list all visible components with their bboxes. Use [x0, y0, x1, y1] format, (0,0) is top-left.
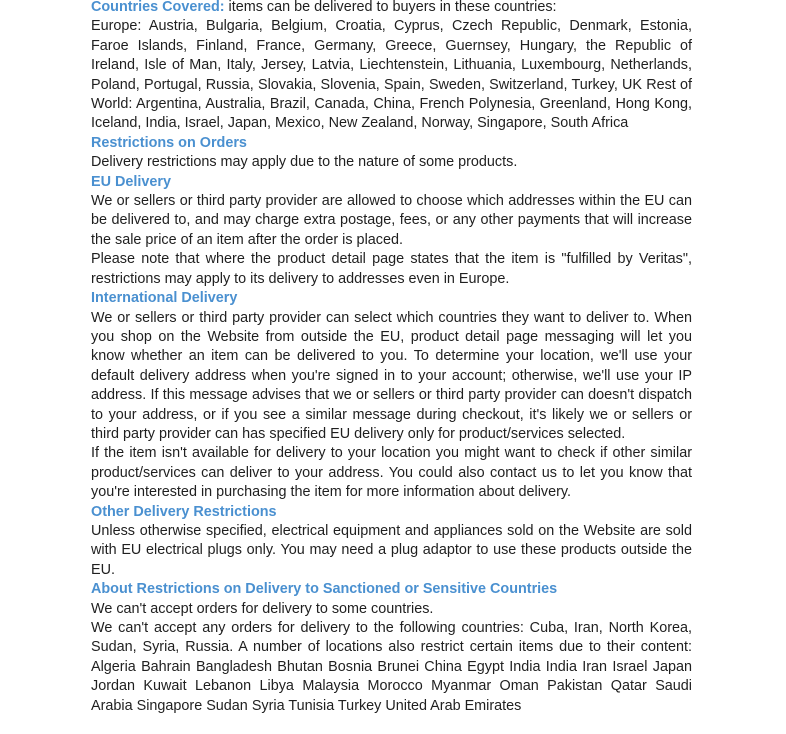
countries-covered-label: Countries Covered: — [91, 0, 225, 15]
sanctioned-countries-heading: About Restrictions on Delivery to Sanctioned or Sensitive Countries — [91, 581, 558, 598]
international-delivery-heading: International Delivery — [91, 290, 238, 307]
policy-document — [91, 0, 692, 716]
countries-covered-intro — [91, 0, 692, 17]
restrictions-on-orders-text: Delivery restrictions may apply due to the nature of some products. — [91, 154, 518, 171]
sanctioned-countries-paragraph: We can't accept orders for delivery to some countries. — [91, 600, 434, 617]
other-delivery-restrictions-heading: Other Delivery Restrictions — [91, 503, 277, 520]
international-delivery-paragraph: If the item isn't available for delivery to your location you might want to check if other similar product/services can deliver to your address. You could also contact us to let you know that you're interested in purchasing the item for more information about delivery. — [91, 445, 692, 501]
international-delivery-paragraph: We or sellers or third party provider can select which countries they want to deliver to. When you shop on the Website from outside the EU, product detail page messaging will let you know whether an item can be delivered to you. To determine your location, we'll use your default delivery address when you're signed in to your account; otherwise, we'll use your IP address. If this message advises that we or sellers or third party provider can doesn't dispatch to your address, or if you see a similar message during checkout, it's likely we or sellers or third party provider can has specified EU delivery only for product/services selected. — [91, 309, 692, 442]
restrictions-on-orders-heading: Restrictions on Orders — [91, 134, 247, 151]
sanctioned-countries-paragraph: We can't accept any orders for delivery to the following countries: Cuba, Iran, North Korea, Sudan, Syria, Russia. A number of locations also restrict certain items due to their content: Algeria Bahrain Bangladesh Bhutan Bosnia Brunei China Egypt India India Iran Israel Japan Jordan Kuwait Lebanon Libya Malaysia Morocco Myanmar Oman Pakistan Qatar Saudi Arabia Singapore Sudan Syria Tunisia Turkey United Arab Emirates — [91, 620, 692, 714]
countries-covered-intro-text: items can be delivered to buyers in these countries: — [228, 0, 557, 15]
eu-delivery-heading: EU Delivery — [91, 173, 171, 190]
eu-delivery-paragraph: Please note that where the product detail page states that the item is "fulfilled by Veritas", restrictions may apply to its delivery to addresses even in Europe. — [91, 251, 692, 287]
countries-covered-list: Europe: Austria, Bulgaria, Belgium, Croatia, Cyprus, Czech Republic, Denmark, Estonia, Faroe Islands, Finland, France, Germany, Greece, Guernsey, Hungary, the Republic of Ireland, Isle of Man, Italy, Jersey, Latvia, Liechtenstein, Lithuania, Luxembourg, Netherlands, Poland, Portugal, Russia, Slovakia, Slovenia, Spain, Sweden, Switzerland, Turkey, UK Rest of World: Argentina, Australia, Brazil, Canada, China, French Polynesia, Greenland, Hong Kong, Iceland, India, Israel, Japan, Mexico, New Zealand, Norway, Singapore, South Africa — [91, 18, 692, 132]
other-delivery-restrictions-text: Unless otherwise specified, electrical equipment and appliances sold on the Website are sold with EU electrical plugs only. You may need a plug adaptor to use these products outside the EU. — [91, 522, 692, 578]
eu-delivery-paragraph: We or sellers or third party provider are allowed to choose which addresses within the EU can be delivered to, and may charge extra postage, fees, or any other payments that will increase the sale price of an item after the order is placed. — [91, 193, 692, 248]
